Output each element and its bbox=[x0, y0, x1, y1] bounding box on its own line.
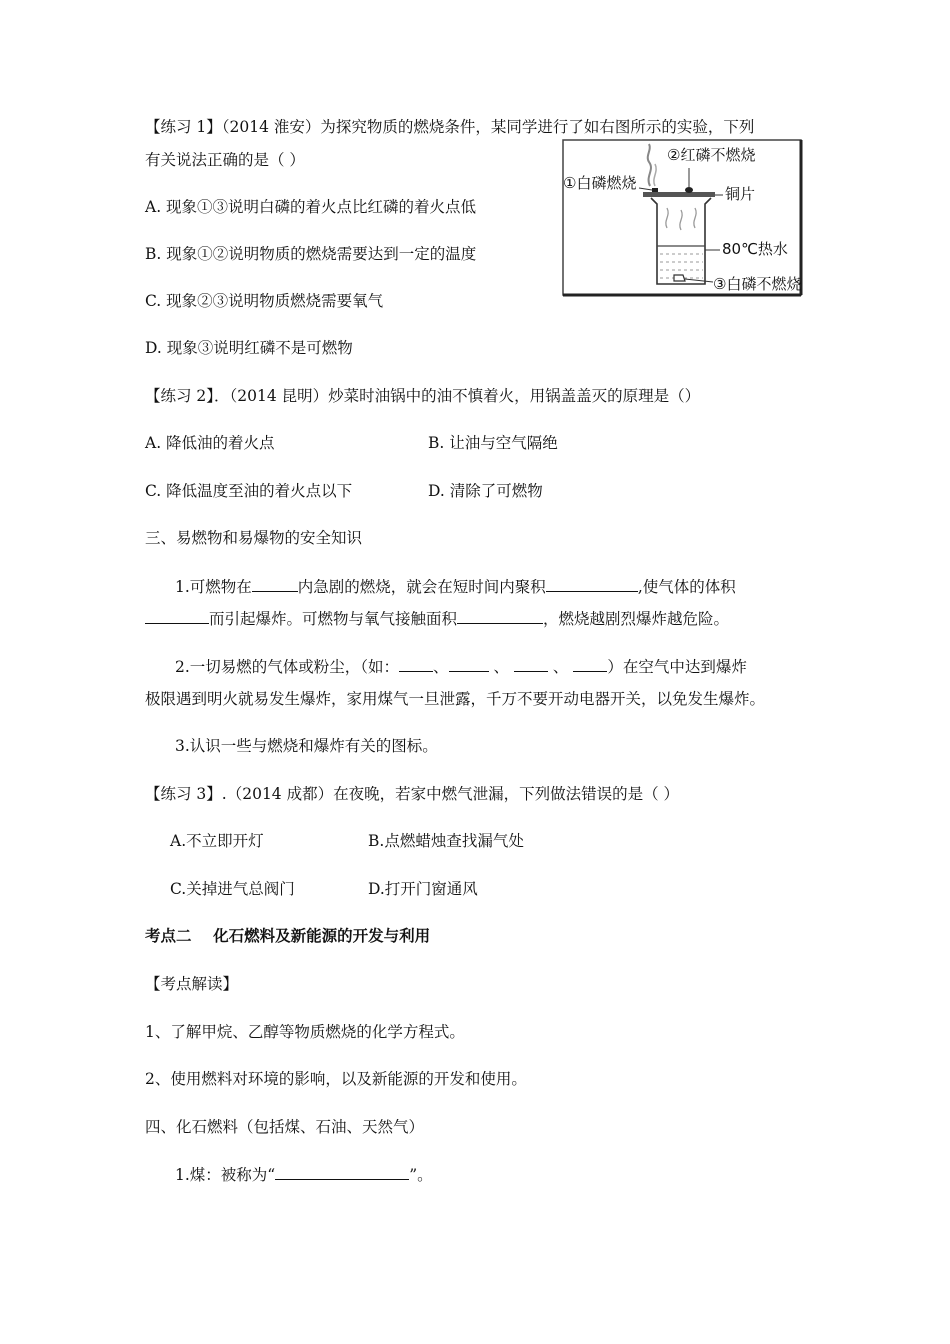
fill-blank bbox=[573, 656, 607, 672]
smoke-icon bbox=[648, 144, 651, 186]
exercise-3-option-d: D.打开门窗通风 bbox=[368, 880, 478, 898]
exercise-2-option-b: B. 让油与空气隔绝 bbox=[428, 434, 558, 452]
figure-label-white-phosphorus-not-burning: ③白磷不燃烧 bbox=[713, 275, 802, 293]
section-4-title: 四、化石燃料（包括煤、石油、天然气） bbox=[145, 1118, 425, 1136]
kaodian-2-item-1: 1、了解甲烷、乙醇等物质燃烧的化学方程式。 bbox=[145, 1023, 465, 1041]
combustion-experiment-figure bbox=[555, 138, 805, 298]
exercise-3-stem: 【练习 3】.（2014 成都）在夜晚，若家中燃气泄漏，下列做法错误的是（ ） bbox=[145, 785, 680, 803]
kaodian-2-item-2: 2、使用燃料对环境的影响，以及新能源的开发和使用。 bbox=[145, 1070, 527, 1088]
figure-label-red-phosphorus-not-burning: ②红磷不燃烧 bbox=[667, 146, 756, 164]
section-3-paragraph-2-line2: 极限遇到明火就易发生爆炸，家用煤气一旦泄露，千万不要开动电器开关，以免发生爆炸。 bbox=[145, 690, 766, 708]
exercise-1-option-b: B. 现象①②说明物质的燃烧需要达到一定的温度 bbox=[145, 245, 477, 263]
figure-label-copper-plate: 铜片 bbox=[725, 185, 756, 203]
section-3-title: 三、易燃物和易爆物的安全知识 bbox=[145, 529, 363, 547]
section-3-paragraph-1-line1: 1.可燃物在 内急剧的燃烧，就会在短时间内聚积 ,使气体的体积 bbox=[175, 578, 736, 596]
exercise-2-stem: 【练习 2】．（2014 昆明）炒菜时油锅中的油不慎着火，用锅盖盖灭的原理是（） bbox=[145, 387, 701, 405]
fill-blank bbox=[546, 576, 638, 592]
fill-blank bbox=[514, 656, 548, 672]
figure-label-white-phosphorus-burning: ①白磷燃烧 bbox=[563, 174, 637, 192]
kaodian-2-jiedu: 【考点解读】 bbox=[145, 975, 239, 993]
copper-plate bbox=[643, 192, 715, 197]
fill-blank bbox=[252, 576, 298, 592]
fill-blank bbox=[449, 656, 489, 672]
section-3-paragraph-1-line2: 而引起爆炸。可燃物与氧气接触面积 ，燃烧越剧烈爆炸越危险。 bbox=[145, 608, 729, 629]
red-phosphorus bbox=[685, 187, 693, 193]
exercise-3-option-b: B.点燃蜡烛查找漏气处 bbox=[368, 832, 524, 850]
fill-blank bbox=[399, 656, 433, 672]
exercise-3-option-c: C.关掉进气总阀门 bbox=[170, 880, 295, 898]
section-3-paragraph-2-line1: 2.一切易燃的气体或粉尘，（如： 、 、 、 ）在空气中达到爆炸 bbox=[175, 658, 747, 676]
kaodian-2-title: 考点二 化石燃料及新能源的开发与利用 bbox=[145, 926, 431, 945]
section-4-coal-line: 1.煤：被称为“ ”。 bbox=[175, 1166, 433, 1184]
exercise-1-stem-line1: 【练习 1】（2014 淮安）为探究物质的燃烧条件，某同学进行了如右图所示的实验，下列 bbox=[145, 118, 755, 136]
exercise-2-option-d: D. 清除了可燃物 bbox=[428, 482, 543, 500]
section-3-paragraph-3: 3.认识一些与燃烧和爆炸有关的图标。 bbox=[175, 737, 438, 755]
exercise-1-option-c: C. 现象②③说明物质燃烧需要氧气 bbox=[145, 292, 384, 310]
exercise-1-option-d: D. 现象③说明红磷不是可燃物 bbox=[145, 339, 353, 357]
fill-blank bbox=[275, 1164, 409, 1180]
exercise-2-option-a: A. 降低油的着火点 bbox=[145, 434, 275, 452]
exercise-2-option-c: C. 降低温度至油的着火点以下 bbox=[145, 482, 353, 500]
exercise-1-option-a: A. 现象①③说明白磷的着火点比红磷的着火点低 bbox=[145, 198, 477, 216]
submerged-white-phosphorus bbox=[674, 275, 685, 281]
exercise-1-stem-line2: 有关说法正确的是（ ） bbox=[145, 151, 305, 169]
fill-blank bbox=[457, 608, 543, 624]
exercise-3-option-a: A.不立即开灯 bbox=[170, 832, 264, 850]
fill-blank bbox=[145, 608, 209, 624]
white-phosphorus-on-plate bbox=[652, 188, 658, 192]
figure-label-hot-water: 80℃热水 bbox=[722, 240, 788, 258]
